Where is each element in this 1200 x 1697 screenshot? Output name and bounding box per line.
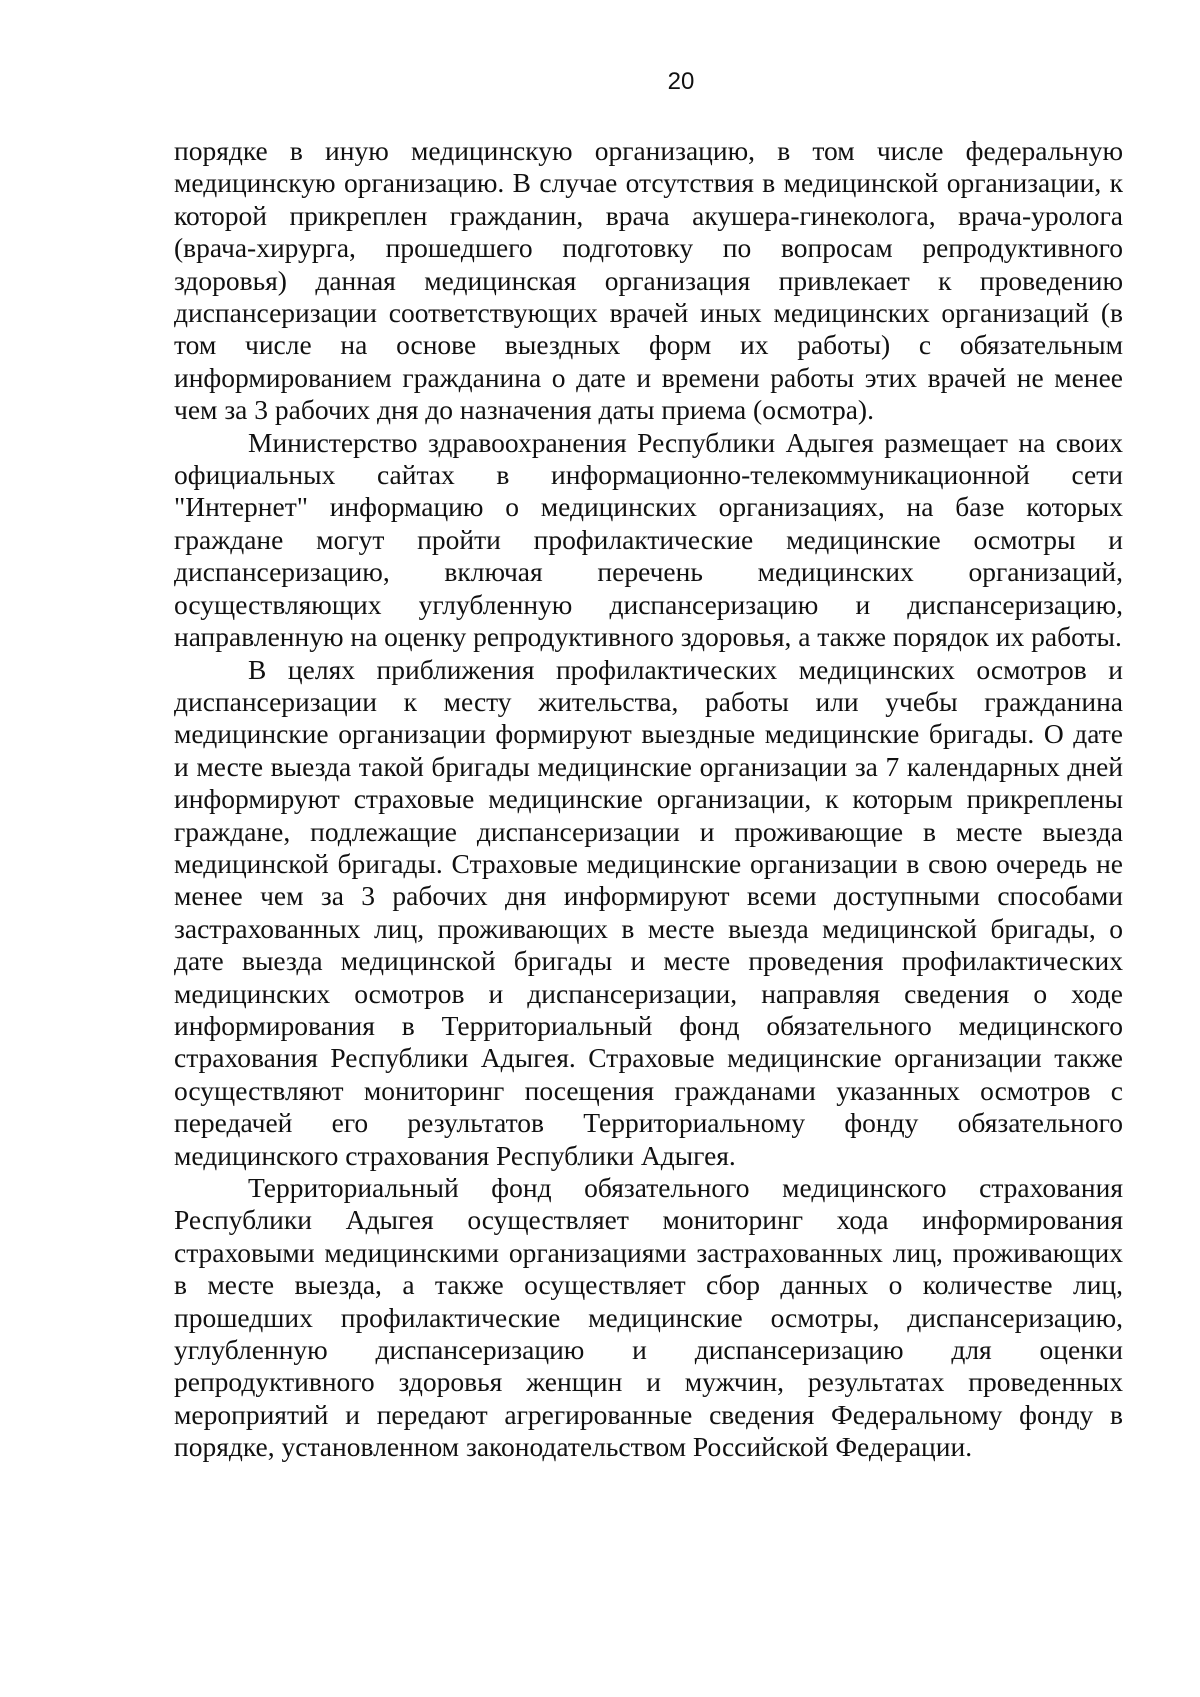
page-number: 20 [667, 68, 695, 95]
paragraph-mobile-teams: В целях приближения профилактических медицинских осмотров и диспансеризации к месту жительства, работы или учебы гражданина медицинские организации формируют выездные медицинские бригады. О дате и месте выезда такой бригады медицинские организации за 7 календарных дней информируют страховые медицинские организации, к которым прикреплены граждане, подлежащие диспансеризации и проживающие в месте выезда медицинской бригады. Страховые медицинские организации в свою очередь не менее чем за 3 рабочих дня информируют всеми доступными способами застрахованных лиц, проживающих в месте выезда медицинской бригады, о дате выезда медицинской бригады и месте проведения профилактических медицинских осмотров и диспансеризации, направляя сведения о ходе информирования в Территориальный фонд обязательного медицинского страхования Республики Адыгея. Страховые медицинские организации также осуществляют мониторинг посещения гражданами указанных осмотров с передачей его результатов Территориальному фонду обязательного медицинского страхования Республики Адыгея. [174, 653, 1123, 1171]
paragraph-ministry-sites: Министерство здравоохранения Республики Адыгея размещает на своих официальных сайтах в информационно-телекоммуникационной сети "Интернет" информацию о медицинских организациях, на базе которых граждане могут пройти профилактические медицинские осмотры и диспансеризацию, включая перечень медицинских организаций, осуществляющих углубленную диспансеризацию и диспансеризацию, направленную на оценку репродуктивного здоровья, а также порядок их работы. [174, 426, 1123, 653]
document-body [174, 135, 1123, 1464]
paragraph-continuation: порядке в иную медицинскую организацию, в том числе федеральную медицинскую организацию. В случае отсутствия в медицинской организации, к которой прикреплен гражданин, врача акушера-гинеколога, врача-уролога (врача-хирурга, прошедшего подготовку по вопросам репродуктивного здоровья) данная медицинская организация привлекает к проведению диспансеризации соответствующих врачей иных медицинских организаций (в том числе на основе выездных форм их работы) с обязательным информированием гражданина о дате и времени работы этих врачей не менее чем за 3 рабочих дня до назначения даты приема (осмотра). [174, 135, 1123, 426]
paragraph-territorial-fund: Территориальный фонд обязательного медицинского страхования Республики Адыгея осуществляет мониторинг хода информирования страховыми медицинскими организациями застрахованных лиц, проживающих в месте выезда, а также осуществляет сбор данных о количестве лиц, прошедших профилактические медицинские осмотры, диспансеризацию, углубленную диспансеризацию и диспансеризацию для оценки репродуктивного здоровья женщин и мужчин, результатах проведенных мероприятий и передают агрегированные сведения Федеральному фонду в порядке, установленном законодательством Российской Федерации. [174, 1172, 1123, 1463]
